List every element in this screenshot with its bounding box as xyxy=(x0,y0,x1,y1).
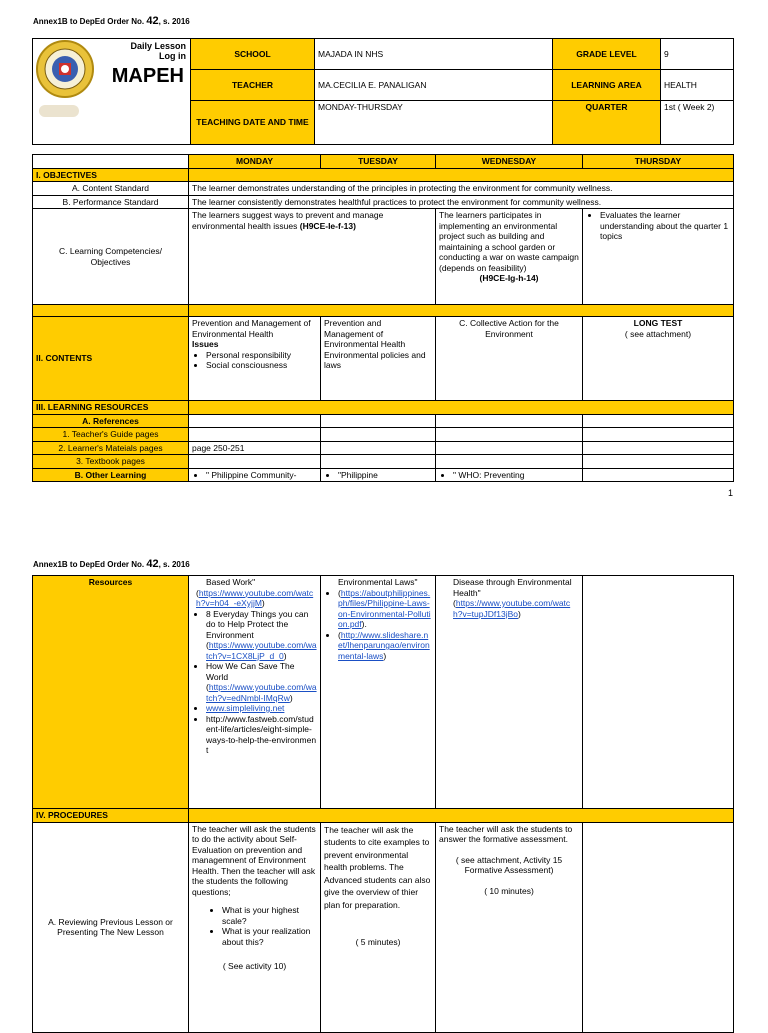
contents-bar xyxy=(33,305,189,317)
tg-thu xyxy=(583,428,734,442)
competency-thu xyxy=(583,209,734,305)
p2-tue-cont: Environmental Laws" xyxy=(338,577,418,587)
contents-mon-bold: Issues xyxy=(192,339,219,349)
proc-mon-text: The teacher will ask the students to do the activity about Self-Evaluation on prevention and managemnent of Environment Health. Then the teacher will ask the students the following questions; xyxy=(192,823,316,897)
date-value: MONDAY-THURSDAY xyxy=(315,101,553,145)
other-tue xyxy=(321,468,436,482)
p2-wed-cont: Disease through Environmental Health" xyxy=(453,577,572,598)
proc-wed xyxy=(436,822,583,1032)
deped-seal-icon xyxy=(35,39,99,103)
area-value: HEALTH xyxy=(661,70,734,101)
lm-wed xyxy=(436,441,583,455)
competency-wed-text: The learners participates in implementing an environmental project such as building and maintaining a school garden or conducting a war on waste campaign (depends on feasibility) xyxy=(439,210,579,273)
other-mon-text: • " Philippine Community- xyxy=(206,470,317,481)
tb-thu xyxy=(583,455,734,469)
p2-resources-wed: Disease through Environmental Health" (https://www.youtube.com/watch?v=tupJDf13jBo) xyxy=(436,576,583,809)
performance-standard-label: B. Performance Standard xyxy=(33,195,189,209)
day-tuesday: TUESDAY xyxy=(321,155,436,169)
tg-tue xyxy=(321,428,436,442)
other-thu xyxy=(583,468,734,482)
proc-mon xyxy=(189,822,321,1032)
proc-tue-text: The teacher will ask the students to cite examples to prevent environmental health problems. The Advanced students can also give the overview of thier plan for preparation. xyxy=(324,824,431,910)
annex-text: Annex1B to DepEd Order No. xyxy=(33,17,147,26)
ref-thu xyxy=(583,414,734,428)
p2-mon-cont: Based Work" xyxy=(206,577,256,587)
competency-mon-tue xyxy=(189,209,436,305)
p2-resources-thu xyxy=(583,576,734,809)
grade-label: GRADE LEVEL xyxy=(553,39,661,70)
competency-label: C. Learning Competencies/ Objectives xyxy=(33,209,189,305)
other-resources-cont: Resources xyxy=(33,576,189,809)
contents-tue: Prevention and Management of Environmental Health Environmental policies and laws xyxy=(321,317,436,401)
ref-tue xyxy=(321,414,436,428)
day-wednesday: WEDNESDAY xyxy=(436,155,583,169)
lm-tue xyxy=(321,441,436,455)
other-wed xyxy=(436,468,583,482)
procedures-title: IV. PROCEDURES xyxy=(33,809,189,823)
teacher-label: TEACHER xyxy=(191,70,315,101)
mon-link-4[interactable]: www.simpleliving.net xyxy=(206,703,285,713)
contents-wed: C. Collective Action for the Environment xyxy=(436,317,583,401)
annex-text: Annex1B to DepEd Order No. xyxy=(33,560,147,569)
other-tue-text: • "Philippine xyxy=(338,470,432,481)
school-label: SCHOOL xyxy=(191,39,315,70)
mon-item-3: • How We Can Save The World (https://www.youtube.com/watch?v=edNmbl-IMqRw) xyxy=(206,661,317,703)
logo-cell xyxy=(33,39,191,145)
grade-value: 9 xyxy=(661,39,734,70)
quarter-label: QUARTER xyxy=(553,101,661,145)
tue-item-2: • (http://www.slideshare.net/lhenparungao/environmental-laws) xyxy=(338,630,432,662)
p2-resources-tue xyxy=(321,576,436,809)
day-monday: MONDAY xyxy=(189,155,321,169)
tb-tue xyxy=(321,455,436,469)
teacher-value: MA.CECILIA E. PANALIGAN xyxy=(315,70,553,101)
mon-item-2: • 8 Everyday Things you can do to Help Protect the Environment (https://www.youtube.com/watch?v=1CX8LjP_d_0) xyxy=(206,609,317,662)
contents-thu xyxy=(583,317,734,401)
contents-mon xyxy=(189,317,321,401)
proc-mon-note: ( See activity 10) xyxy=(222,961,287,971)
performance-standard-text: The learner consistently demonstrates healthful practices to protect the environment for community wellness. xyxy=(189,195,734,209)
lm-thu xyxy=(583,441,734,455)
resources-title: III. LEARNING RESOURCES xyxy=(33,401,189,415)
lm-mon: page 250-251 xyxy=(189,441,321,455)
tue-link-2[interactable]: http://www.slideshare.net/lhenparungao/environmental-laws xyxy=(338,629,430,661)
tg-wed xyxy=(436,428,583,442)
header-table xyxy=(32,38,734,145)
proc-wed-text: The teacher will ask the students to answer the formative assessment. xyxy=(439,823,573,844)
objectives-bar xyxy=(189,168,734,182)
tue-link-1[interactable]: https://aboutphilippines.ph/files/Philippine-Laws-on-Environmental-Pollution.pdf xyxy=(338,587,431,629)
annex-year: , s. 2016 xyxy=(158,17,190,26)
school-value: MAJADA IN NHS xyxy=(315,39,553,70)
proc-wed-time: ( 10 minutes) xyxy=(484,885,534,896)
competency-wed xyxy=(436,209,583,305)
ref-mon xyxy=(189,414,321,428)
lesson-table-continued xyxy=(32,575,734,1033)
competency-text: The learners suggest ways to prevent and manage environmental health issues xyxy=(192,210,384,231)
procedure-a-label: A. Reviewing Previous Lesson or Presenting The New Lesson xyxy=(33,822,189,1032)
proc-wed-note: ( see attachment, Activity 15 Formative Assessment) xyxy=(455,854,563,875)
other-mon xyxy=(189,468,321,482)
date-label: TEACHING DATE AND TIME xyxy=(191,101,315,145)
long-test-sub: ( see attachment) xyxy=(624,328,692,339)
tg-label: 1. Teacher's Guide pages xyxy=(33,428,189,442)
contents-title: II. CONTENTS xyxy=(33,317,189,401)
proc-tue xyxy=(321,822,436,1032)
lm-label: 2. Learner's Mateials pages xyxy=(33,441,189,455)
log-title: Daily Lesson Log in xyxy=(130,41,186,61)
mon-item-4 xyxy=(206,703,317,714)
long-test-title: LONG TEST xyxy=(633,318,683,328)
contents-bar-fill xyxy=(189,305,734,317)
tb-wed xyxy=(436,455,583,469)
references-label: A. References xyxy=(33,414,189,428)
other-resources-label: B. Other Learning xyxy=(33,468,189,482)
tb-label: 3. Textbook pages xyxy=(33,455,189,469)
annex-header-2 xyxy=(33,558,190,570)
procedures-bar xyxy=(189,809,734,823)
tg-mon xyxy=(189,428,321,442)
wed-link-1[interactable]: https://www.youtube.com/watch?v=tupJDf13jBo xyxy=(453,598,571,619)
objectives-title: I. OBJECTIVES xyxy=(33,168,189,182)
subject-title: MAPEH xyxy=(111,65,184,87)
resources-bar xyxy=(189,401,734,415)
competency-thu-text: • Evaluates the learner understanding about the quarter 1 topics xyxy=(600,210,730,242)
day-thursday: THURSDAY xyxy=(583,155,734,169)
annex-year: , s. 2016 xyxy=(158,560,190,569)
annex-number: 42 xyxy=(146,558,159,570)
annex-header xyxy=(33,15,190,27)
quarter-value: 1st ( Week 2) xyxy=(661,101,734,145)
competency-code: (H9CE-Ie-f-13) xyxy=(299,220,356,231)
content-standard-text: The learner demonstrates understanding of the principles in protecting the environment for community wellness. xyxy=(189,182,734,196)
lesson-table xyxy=(32,154,734,482)
content-standard-label: A. Content Standard xyxy=(33,182,189,196)
area-label: LEARNING AREA xyxy=(553,70,661,101)
tb-mon xyxy=(189,455,321,469)
other-wed-text: • " WHO: Preventing xyxy=(453,470,579,481)
competency-wed-code: (H9CE-Ig-h-14) xyxy=(479,273,539,283)
proc-tue-time: ( 5 minutes) xyxy=(355,937,401,947)
mon-link-3[interactable]: https://www.youtube.com/watch?v=edNmbl-IMqRw xyxy=(206,682,317,703)
mon-link-1[interactable]: https://www.youtube.com/watch?v=h04_-eXyjjM xyxy=(196,587,314,608)
tue-item-1: • (https://aboutphilippines.ph/files/Philippine-Laws-on-Environmental-Pollution.pdf). xyxy=(338,588,432,630)
proc-mon-question: • What is your realization about this? xyxy=(222,926,317,947)
contents-mon-text: Prevention and Management of Environmental Health xyxy=(192,318,311,339)
p2-resources-mon: Based Work" (https://www.youtube.com/watch?v=h04_-eXyjjM) • 8 Everyday Things you can do to Help Protect the Environment (https://www.youtube.com/watch?v=1CX8LjP_d_0) • How We Can Save The World (https://www.youtube.com/watch?v=edNmbl-IMqRw) • www.simpleliving.net • http://www.fastweb.com/student-life/articles/eight-simple-ways-to-help-the-environment xyxy=(189,576,321,809)
ref-wed xyxy=(436,414,583,428)
annex-number: 42 xyxy=(146,15,159,27)
seal-shadow xyxy=(39,105,79,117)
mon-link-2[interactable]: https://www.youtube.com/watch?v=1CX8LjP_d_0 xyxy=(206,640,317,661)
blank-cell xyxy=(33,155,189,169)
contents-mon-item: • Social consciousness xyxy=(206,360,317,371)
mon-item-5: • http://www.fastweb.com/student-life/articles/eight-simple-ways-to-help-the-environment xyxy=(206,714,317,756)
page-number: 1 xyxy=(728,488,734,498)
proc-mon-question: • What is your highest scale? xyxy=(222,905,317,926)
contents-mon-item: • Personal responsibility xyxy=(206,350,317,361)
proc-thu xyxy=(583,822,734,1032)
